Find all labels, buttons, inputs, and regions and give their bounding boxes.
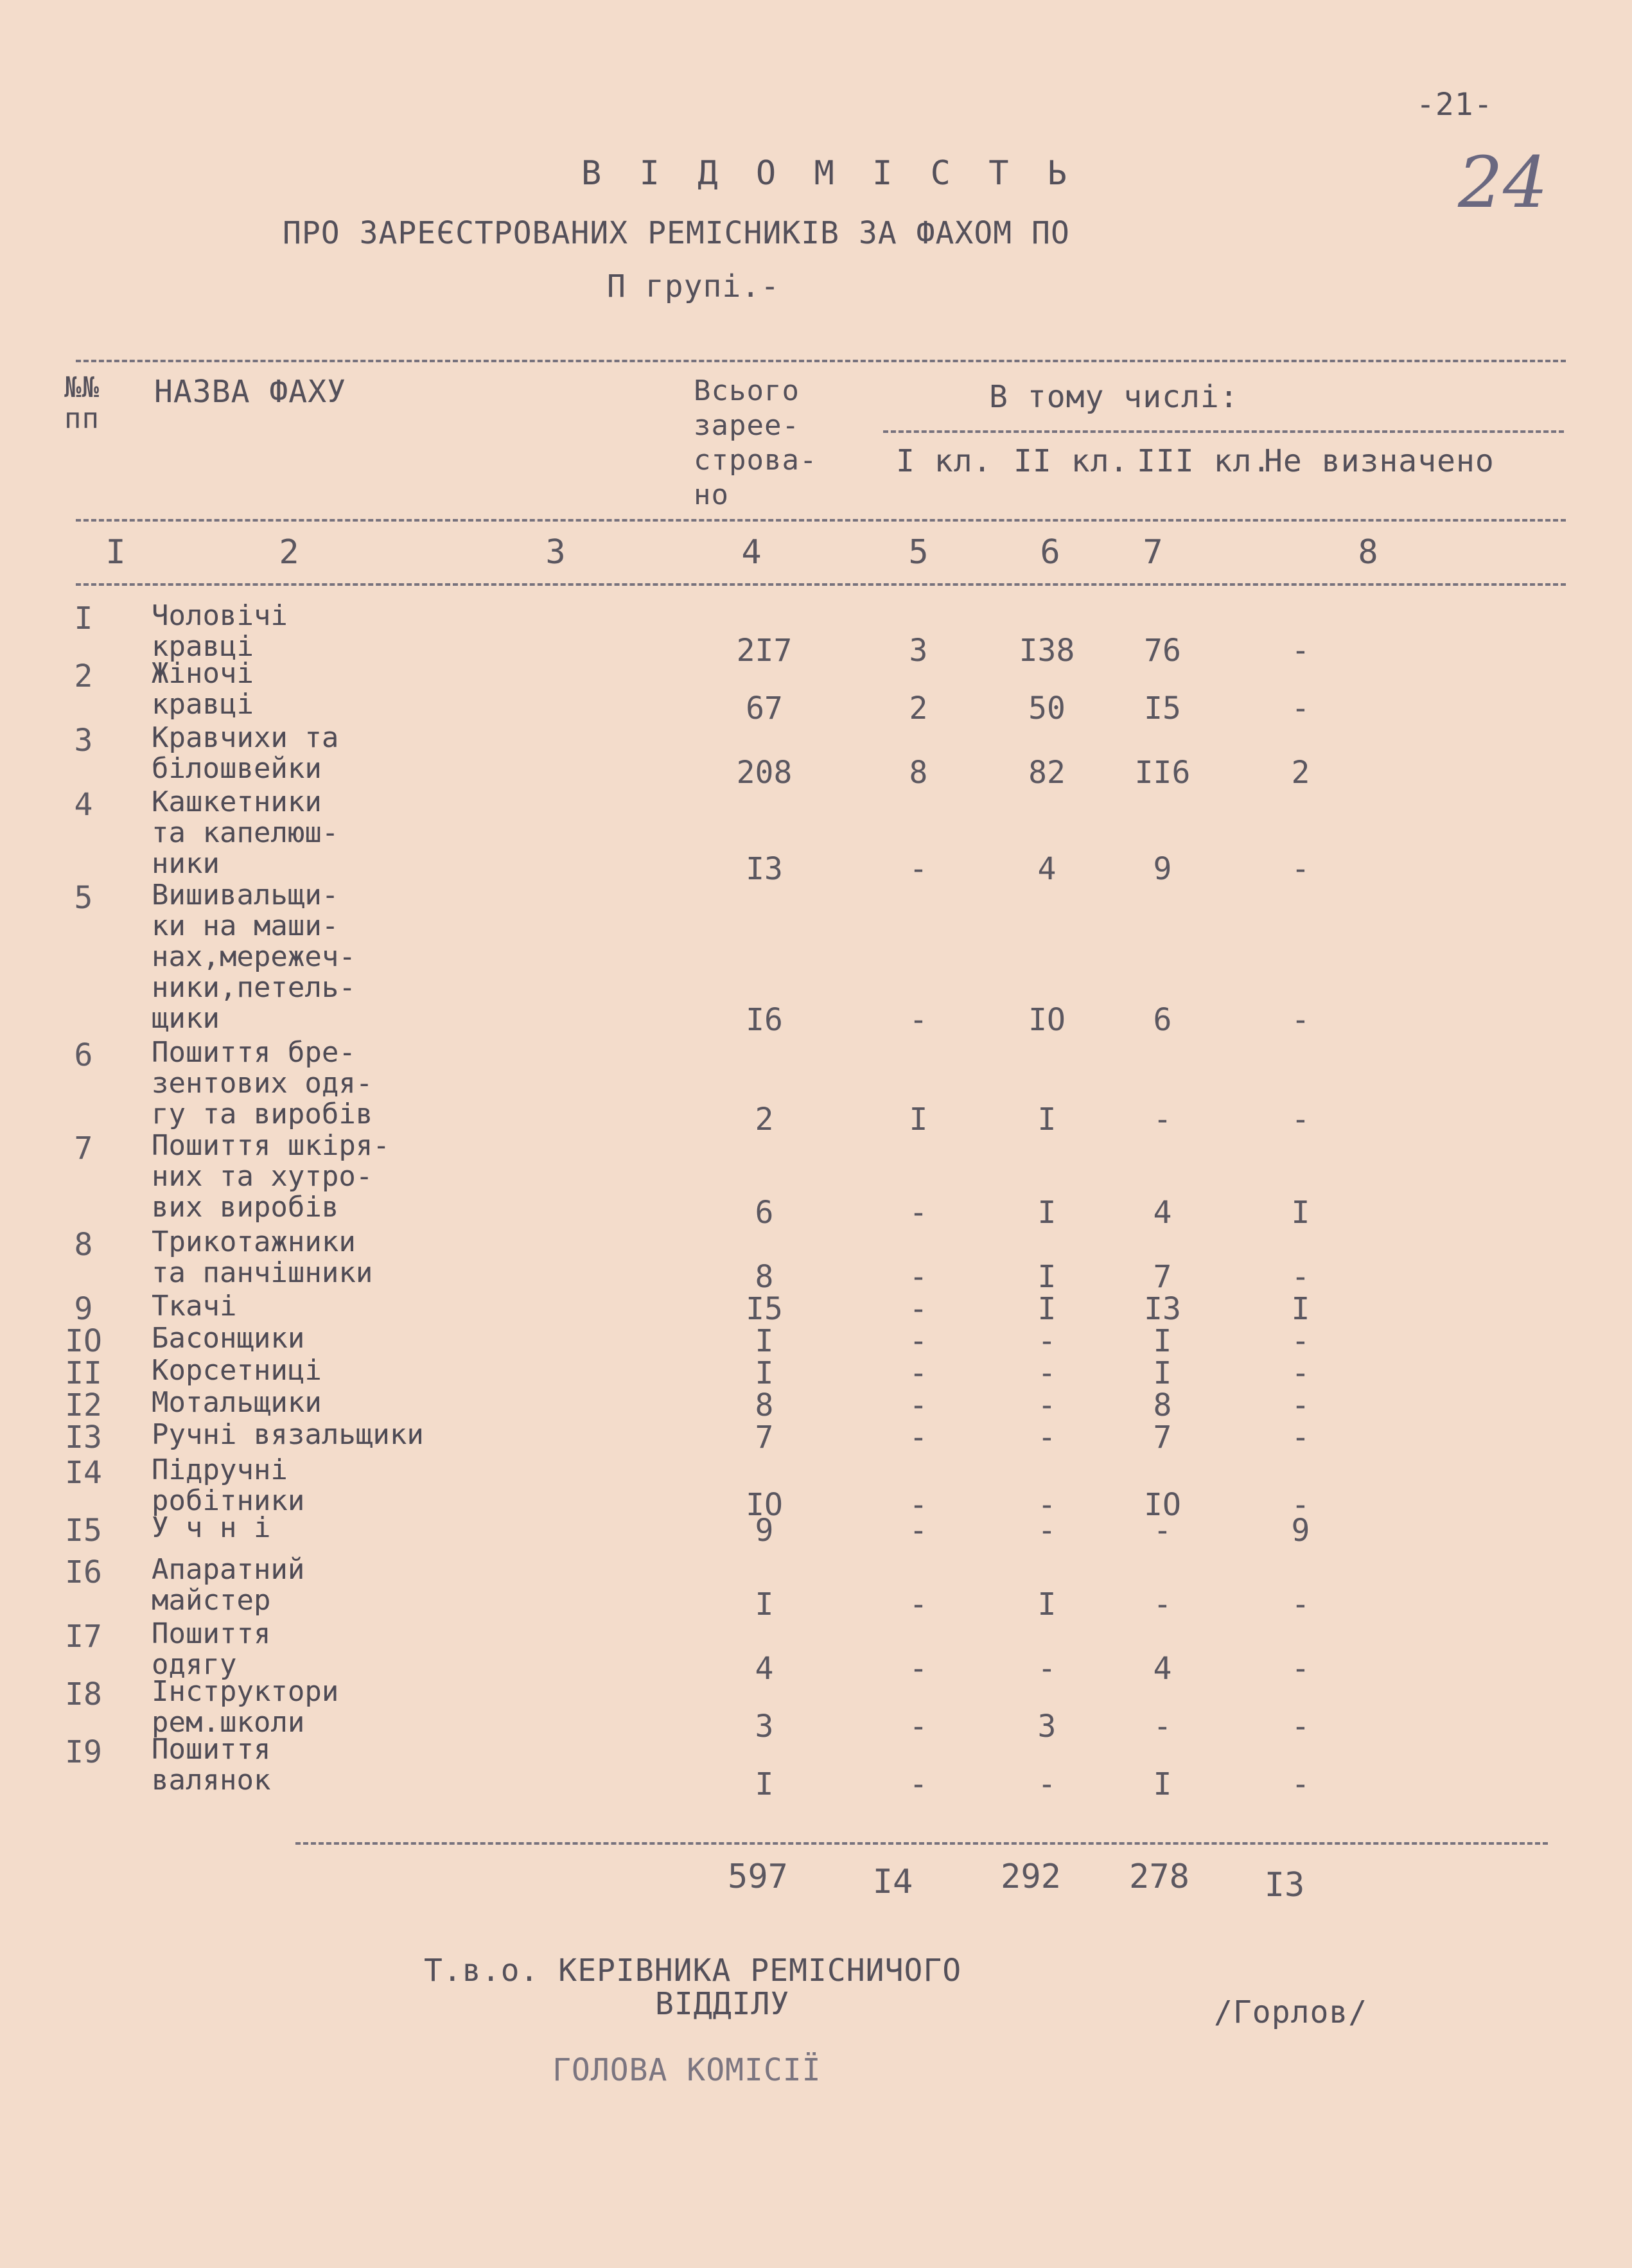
- row-trade-name: Пошиття бре- зентових одя- гу та виробів: [152, 1036, 373, 1130]
- handwritten-page-number: 24: [1458, 141, 1548, 224]
- row-undetermined: -: [1291, 851, 1310, 887]
- row-trade-name: Підручні робітники: [152, 1454, 305, 1517]
- row-number: 9: [74, 1291, 93, 1327]
- row-total: 208: [736, 755, 793, 791]
- row-number: І7: [65, 1619, 102, 1655]
- row-class-2: -: [1037, 1355, 1057, 1391]
- row-class-3: ІЗ: [1144, 1291, 1181, 1327]
- total-undetermined: ІЗ: [1264, 1866, 1305, 1904]
- row-number: І9: [65, 1734, 102, 1770]
- row-trade-name: Басонщики: [152, 1322, 305, 1355]
- header-undetermined: Не визначено: [1264, 443, 1495, 479]
- row-class-2: І: [1037, 1102, 1057, 1138]
- row-undetermined: -: [1291, 1259, 1310, 1295]
- row-total: ІЗ: [746, 851, 783, 887]
- row-undetermined: -: [1291, 1323, 1310, 1359]
- row-trade-name: Апаратний майстер: [152, 1553, 305, 1617]
- header-top-rule: [76, 360, 1566, 362]
- row-class-2: -: [1037, 1513, 1057, 1549]
- row-number: 5: [74, 880, 93, 916]
- column-number: 2: [279, 533, 299, 572]
- row-trade-name: Корсетниці: [152, 1354, 322, 1387]
- row-class-1: -: [909, 1487, 928, 1523]
- row-class-3: І5: [1144, 690, 1181, 726]
- row-trade-name: Інструктори рем.школи: [152, 1675, 339, 1739]
- row-undetermined: -: [1291, 1002, 1310, 1038]
- row-class-2: -: [1037, 1766, 1057, 1802]
- row-total: І: [755, 1355, 774, 1391]
- row-class-1: -: [909, 1387, 928, 1423]
- row-class-2: -: [1037, 1651, 1057, 1687]
- row-class-1: -: [909, 1291, 928, 1327]
- row-undetermined: -: [1291, 690, 1310, 726]
- row-class-2: -: [1037, 1387, 1057, 1423]
- row-class-1: -: [909, 851, 928, 887]
- row-undetermined: -: [1291, 1355, 1310, 1391]
- row-class-1: -: [909, 1259, 928, 1295]
- row-class-3: 4: [1153, 1651, 1172, 1687]
- row-class-1: -: [909, 1323, 928, 1359]
- row-trade-name: Пошиття валянок: [152, 1733, 271, 1797]
- row-total: 7: [755, 1420, 774, 1455]
- row-undetermined: -: [1291, 1387, 1310, 1423]
- row-trade-name: Кашкетники та капелюш- ники: [152, 786, 339, 880]
- row-number: ІІ: [65, 1355, 102, 1391]
- row-class-2: 3: [1037, 1709, 1057, 1745]
- row-class-1: -: [909, 1766, 928, 1802]
- row-trade-name: Вишивальщи- ки на маши- нах,мережеч- ники,петель- щики: [152, 879, 356, 1035]
- row-class-1: 8: [909, 755, 928, 791]
- header-sub-rule: [883, 430, 1564, 433]
- row-class-3: 8: [1153, 1387, 1172, 1423]
- row-class-3: І: [1153, 1766, 1172, 1802]
- row-number: ІЗ: [65, 1420, 102, 1455]
- signature-line-3: ГОЛОВА КОМІСІЇ: [552, 2052, 821, 2088]
- row-class-3: 7: [1153, 1259, 1172, 1295]
- row-class-1: 2: [909, 690, 928, 726]
- page-number: -21-: [1416, 87, 1493, 123]
- header-num: №№ пп: [64, 371, 100, 435]
- row-total: І: [755, 1766, 774, 1802]
- row-class-3: 7: [1153, 1420, 1172, 1455]
- row-number: 3: [74, 723, 93, 759]
- row-class-1: -: [909, 1513, 928, 1549]
- row-number: І: [74, 601, 93, 637]
- column-number: І: [105, 533, 126, 572]
- row-class-1: -: [909, 1355, 928, 1391]
- row-undetermined: -: [1291, 633, 1310, 669]
- row-undetermined: 2: [1291, 755, 1310, 791]
- header-class-2: ІІ кл.: [1013, 443, 1129, 479]
- row-class-3: 76: [1144, 633, 1181, 669]
- column-number: 5: [908, 533, 929, 572]
- signature-name: /Горлов/: [1214, 1994, 1368, 2030]
- row-class-2: І: [1037, 1587, 1057, 1622]
- row-number: 7: [74, 1130, 93, 1166]
- row-undetermined: -: [1291, 1420, 1310, 1455]
- header-class-3: ІІІ кл.: [1137, 443, 1272, 479]
- row-class-3: -: [1153, 1587, 1172, 1622]
- row-class-2: 4: [1037, 851, 1057, 887]
- row-class-3: -: [1153, 1102, 1172, 1138]
- row-class-3: 4: [1153, 1195, 1172, 1231]
- row-class-1: -: [909, 1651, 928, 1687]
- row-number: 4: [74, 787, 93, 823]
- row-trade-name: Жіночі кравці: [152, 657, 254, 721]
- totals-rule: [295, 1842, 1548, 1845]
- row-class-1: -: [909, 1587, 928, 1622]
- row-trade-name: Пошиття шкіря- них та хутро- вих виробів: [152, 1129, 390, 1224]
- row-total: 2І7: [736, 633, 793, 669]
- row-undetermined: І: [1291, 1195, 1310, 1231]
- row-trade-name: Кравчихи та білошвейки: [152, 721, 339, 785]
- row-class-2: ІО: [1028, 1002, 1066, 1038]
- row-total: 6: [755, 1195, 774, 1231]
- total-class-3: 278: [1129, 1858, 1189, 1896]
- header-class-1: І кл.: [896, 443, 992, 479]
- row-class-3: -: [1153, 1709, 1172, 1745]
- row-class-2: -: [1037, 1420, 1057, 1455]
- row-total: І: [755, 1587, 774, 1622]
- row-total: І5: [746, 1291, 783, 1327]
- row-number: І4: [65, 1455, 102, 1491]
- row-class-3: І: [1153, 1355, 1172, 1391]
- document-title: В І Д О М І С Т Ь: [581, 154, 1076, 193]
- row-undetermined: -: [1291, 1587, 1310, 1622]
- row-trade-name: Пошиття одягу: [152, 1617, 271, 1681]
- row-trade-name: Ручні вязальщики: [152, 1418, 424, 1451]
- row-undetermined: І: [1291, 1291, 1310, 1327]
- row-total: 8: [755, 1387, 774, 1423]
- row-class-1: -: [909, 1709, 928, 1745]
- row-undetermined: -: [1291, 1651, 1310, 1687]
- row-class-1: -: [909, 1195, 928, 1231]
- signature-line-1: Т.в.о. КЕРІВНИКА РЕМІСНИЧОГО: [424, 1953, 962, 1989]
- row-class-2: -: [1037, 1323, 1057, 1359]
- row-undetermined: -: [1291, 1766, 1310, 1802]
- row-class-2: І: [1037, 1195, 1057, 1231]
- row-number: І6: [65, 1554, 102, 1590]
- row-number: І2: [65, 1387, 102, 1423]
- row-total: І: [755, 1323, 774, 1359]
- column-number: 8: [1358, 533, 1378, 572]
- row-class-2: 50: [1028, 690, 1066, 726]
- row-total: 67: [746, 690, 783, 726]
- row-undetermined: -: [1291, 1709, 1310, 1745]
- total-all: 597: [728, 1858, 788, 1896]
- row-class-1: -: [909, 1420, 928, 1455]
- row-total: 3: [755, 1709, 774, 1745]
- row-class-1: 3: [909, 633, 928, 669]
- row-class-2: 82: [1028, 755, 1066, 791]
- row-class-1: І: [909, 1102, 928, 1138]
- header-bottom-rule: [76, 519, 1566, 522]
- column-number: 7: [1143, 533, 1163, 572]
- total-class-2: 292: [1001, 1858, 1061, 1896]
- row-number: 8: [74, 1227, 93, 1263]
- column-numbers-rule: [76, 583, 1566, 586]
- row-undetermined: -: [1291, 1487, 1310, 1523]
- row-class-3: 9: [1153, 851, 1172, 887]
- row-trade-name: Трикотажники та панчішники: [152, 1226, 373, 1289]
- document-subtitle: ПРО ЗАРЕЄСТРОВАНИХ РЕМІСНИКІВ ЗА ФАХОМ ПО: [283, 215, 1070, 251]
- row-class-2: І38: [1019, 633, 1075, 669]
- row-total: 2: [755, 1102, 774, 1138]
- row-undetermined: 9: [1291, 1513, 1310, 1549]
- group-label: П групі.-: [607, 268, 780, 304]
- row-number: 6: [74, 1037, 93, 1073]
- header-in-that: В тому числі:: [989, 379, 1239, 415]
- column-number: 6: [1040, 533, 1060, 572]
- total-class-1: І4: [872, 1863, 913, 1901]
- row-class-2: І: [1037, 1291, 1057, 1327]
- column-number: 4: [741, 533, 762, 572]
- row-trade-name: Мотальщики: [152, 1386, 322, 1419]
- row-total: ІО: [746, 1487, 783, 1523]
- row-class-3: -: [1153, 1513, 1172, 1549]
- row-number: І8: [65, 1676, 102, 1712]
- signature-line-2: ВІДДІЛУ: [655, 1986, 790, 2022]
- header-name: НАЗВА ФАХУ: [154, 374, 346, 410]
- row-class-3: І: [1153, 1323, 1172, 1359]
- row-undetermined: -: [1291, 1102, 1310, 1138]
- row-number: 2: [74, 658, 93, 694]
- row-trade-name: Ткачі: [152, 1290, 237, 1323]
- row-trade-name: Чоловічі кравці: [152, 599, 288, 663]
- row-class-2: І: [1037, 1259, 1057, 1295]
- row-total: 9: [755, 1513, 774, 1549]
- row-class-2: -: [1037, 1487, 1057, 1523]
- row-total: 4: [755, 1651, 774, 1687]
- column-number: 3: [545, 533, 566, 572]
- row-total: І6: [746, 1002, 783, 1038]
- row-total: 8: [755, 1259, 774, 1295]
- row-number: І5: [65, 1513, 102, 1549]
- row-class-3: ІО: [1144, 1487, 1181, 1523]
- header-total: Всього зарее- строва- но: [694, 374, 818, 511]
- row-class-3: 6: [1153, 1002, 1172, 1038]
- row-trade-name: У ч н і: [152, 1511, 271, 1544]
- row-number: ІО: [65, 1323, 102, 1359]
- row-class-1: -: [909, 1002, 928, 1038]
- row-class-3: ІІ6: [1134, 755, 1191, 791]
